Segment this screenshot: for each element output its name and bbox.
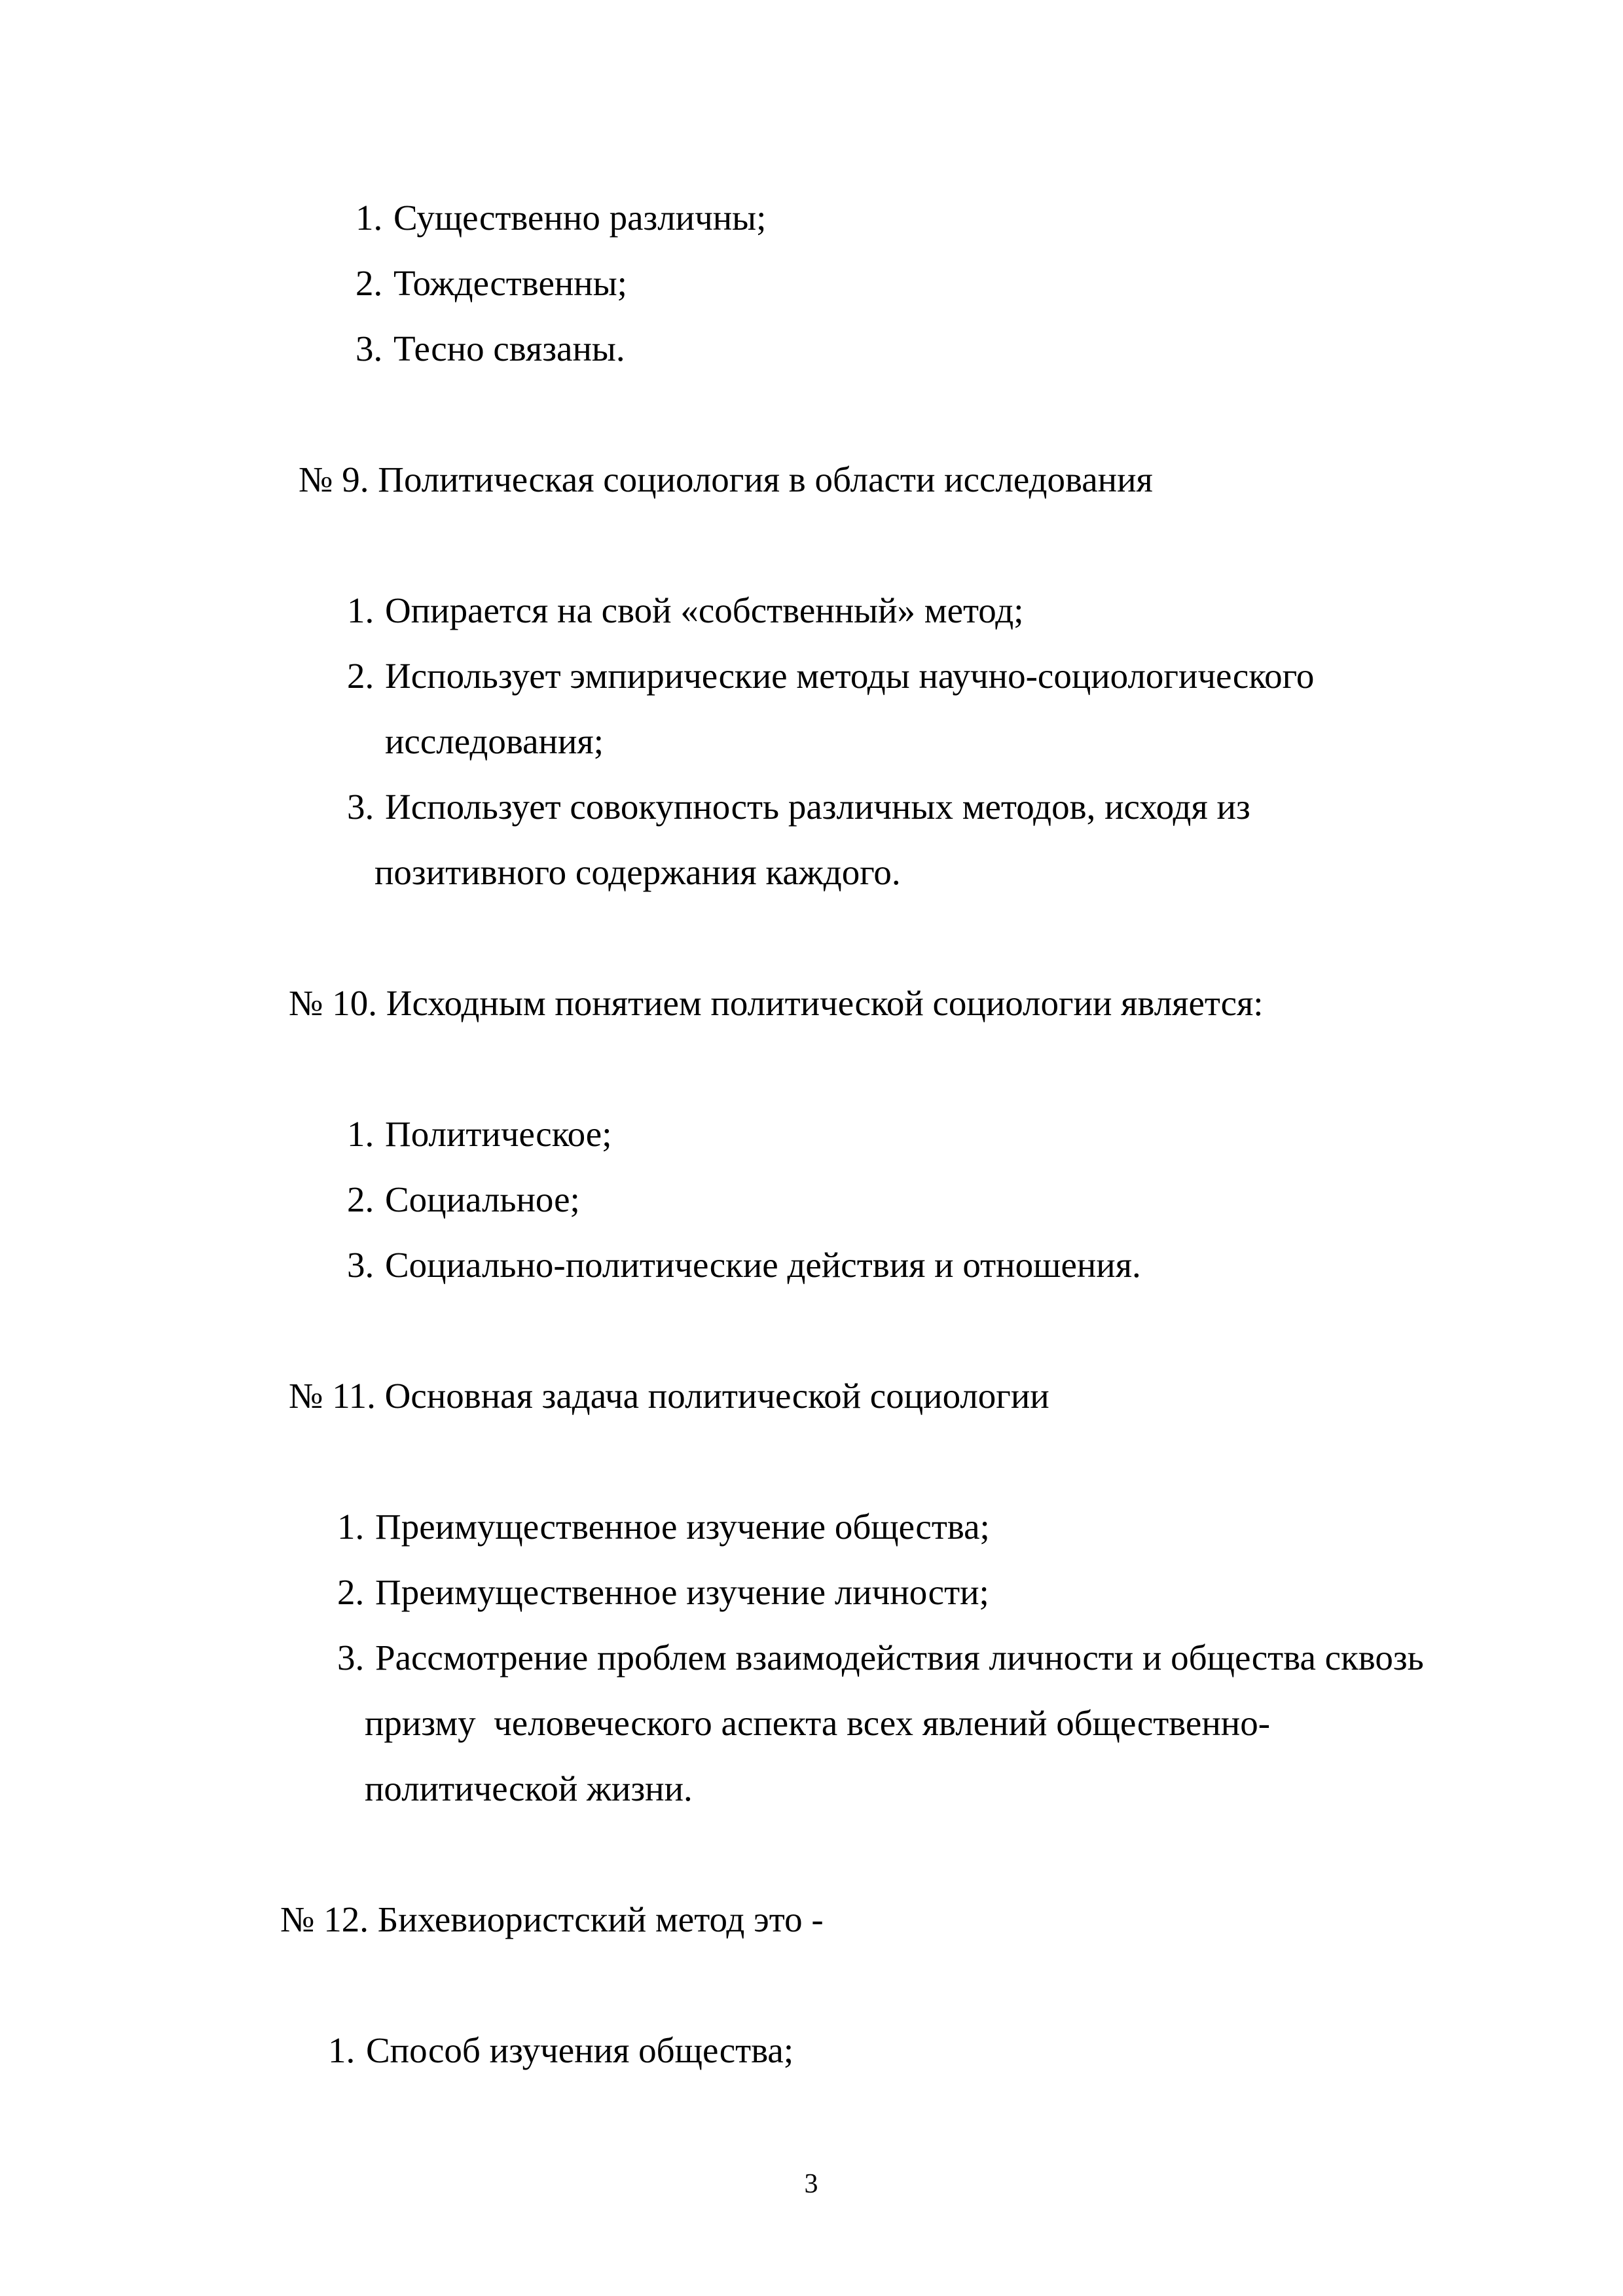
answer-number: 1.	[356, 198, 383, 238]
answer-item	[356, 262, 627, 305]
answer-number: 2.	[347, 656, 374, 696]
question-title-11: № 11. Основная задача политической социологии	[289, 1376, 1049, 1416]
question-title-9: № 9. Политическая социология в области исследования	[299, 459, 1153, 499]
answer-text: Способ изучения общества;	[366, 2030, 794, 2070]
answer-continuation: позитивного содержания каждого.	[374, 852, 901, 892]
answer-text: Использует совокупность различных методов, исходя из	[385, 787, 1250, 827]
answer-text: Опирается на свой «собственный» метод;	[385, 590, 1024, 630]
answer-item	[328, 2029, 793, 2072]
answer-text: Социально-политические действия и отношения.	[385, 1245, 1141, 1285]
answer-number: 3.	[347, 1245, 374, 1285]
answer-number: 3.	[347, 787, 374, 827]
question-title-10: № 10. Исходным понятием политической социологии является:	[289, 983, 1264, 1023]
answer-continuation: политической жизни.	[365, 1768, 693, 1808]
answer-continuation: призму человеческого аспекта всех явлений общественно-	[365, 1703, 1271, 1743]
answer-number: 1.	[347, 590, 374, 630]
answer-text: Преимущественное изучение общества;	[375, 1507, 990, 1547]
answer-number: 1.	[347, 1114, 374, 1154]
answer-item	[347, 1113, 612, 1156]
page-number: 3	[804, 2169, 818, 2199]
answer-number: 2.	[356, 263, 383, 303]
answer-item	[356, 196, 766, 240]
answer-text: Использует эмпирические методы научно-социологического	[385, 656, 1315, 696]
answer-item	[337, 1505, 990, 1549]
answer-text: Тесно связаны.	[393, 329, 625, 368]
answer-item	[347, 1244, 1141, 1287]
answer-number: 2.	[337, 1572, 365, 1612]
answer-item	[347, 589, 1023, 632]
answer-number: 1.	[328, 2030, 356, 2070]
answer-text: Тождественны;	[393, 263, 627, 303]
answer-text: Политическое;	[385, 1114, 612, 1154]
answer-number: 3.	[337, 1638, 365, 1677]
answer-text: Рассмотрение проблем взаимодействия личности и общества сквозь	[375, 1638, 1424, 1677]
answer-number: 2.	[347, 1179, 374, 1219]
answer-continuation: исследования;	[385, 721, 604, 761]
answer-text: Преимущественное изучение личности;	[375, 1572, 989, 1612]
answer-number: 3.	[356, 329, 383, 368]
answer-item	[337, 1636, 1424, 1679]
answer-item	[356, 327, 625, 370]
answer-item	[347, 785, 1250, 829]
answer-item	[347, 1178, 580, 1221]
answer-text: Существенно различны;	[393, 198, 767, 238]
answer-text: Социальное;	[385, 1179, 580, 1219]
answer-item	[337, 1571, 989, 1614]
answer-item	[347, 655, 1314, 698]
question-title-12: № 12. Бихевиористский метод это -	[280, 1899, 824, 1939]
answer-number: 1.	[337, 1507, 365, 1547]
